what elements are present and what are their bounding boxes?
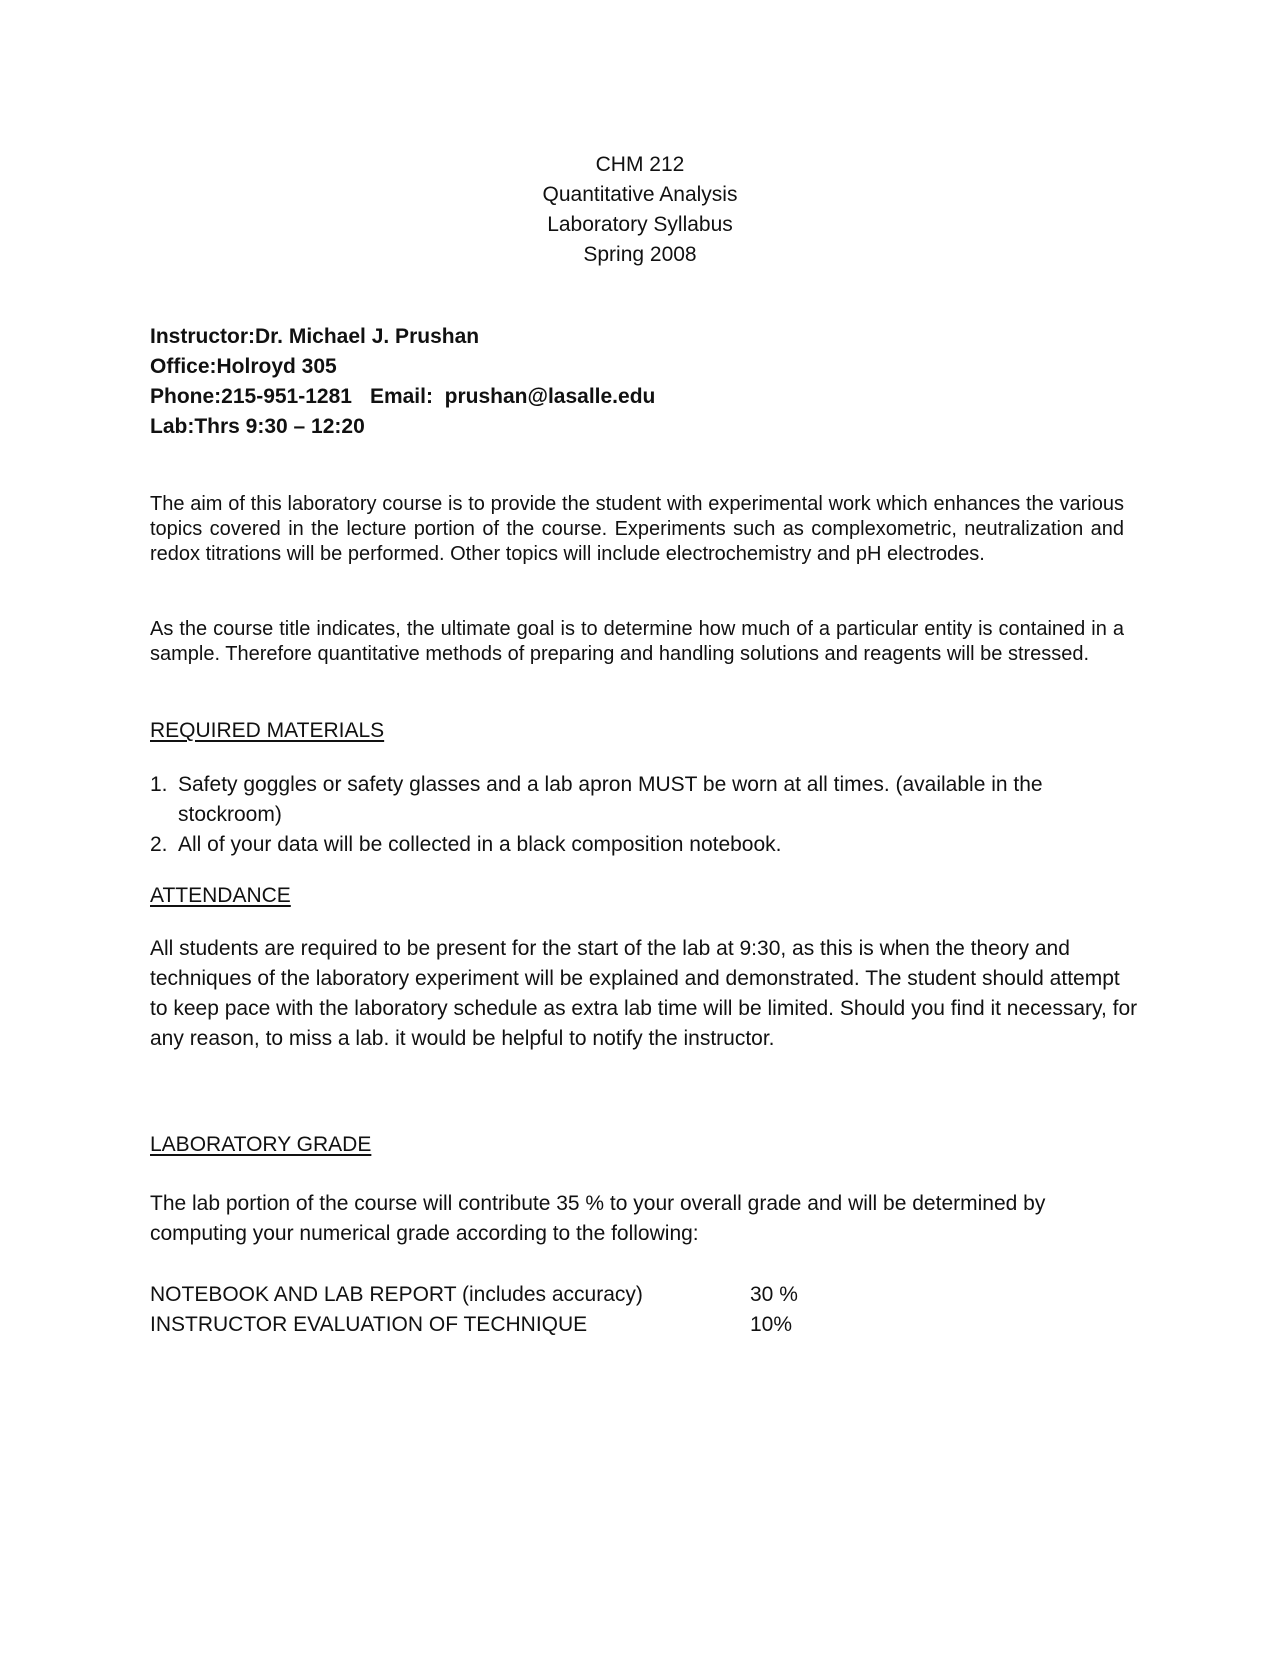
required-materials-heading: REQUIRED MATERIALS (150, 719, 385, 742)
attendance-paragraph: All students are required to be present for the start of the lab at 9:30, as this is when the theory and techniques of the laboratory experiment will be explained and demonstrated. The student should attempt to keep pace with the laboratory schedule as extra lab time will be limited. Should you find it necessary, for any reason, to miss a lab. it would be helpful to notify the instructor. (150, 937, 1138, 1050)
grade-weight: 30 % (750, 1283, 798, 1306)
list-number: 2. (150, 833, 168, 856)
office-line: Office:Holroyd 305 (150, 355, 337, 378)
course-name: Quantitative Analysis (542, 183, 738, 206)
term: Spring 2008 (583, 243, 697, 266)
email-text: Email: prushan@lasalle.edu (369, 385, 656, 408)
document-title: Laboratory Syllabus (547, 213, 733, 236)
laboratory-grade-heading: LABORATORY GRADE (150, 1133, 372, 1156)
title-block (0, 150, 1280, 270)
materials-list (150, 770, 1110, 860)
list-item (150, 830, 1110, 860)
list-item (150, 770, 1110, 830)
lab-time-line: Lab:Thrs 9:30 – 12:20 (150, 415, 365, 438)
grade-component: INSTRUCTOR EVALUATION OF TECHNIQUE (150, 1313, 588, 1336)
list-number: 1. (150, 773, 168, 796)
list-item-text: Safety goggles or safety glasses and a lab apron MUST be worn at all times. (available in the stockroom) (178, 773, 1043, 826)
intro-paragraph-goal: As the course title indicates, the ultimate goal is to determine how much of a particular entity is contained in a sample. Therefore quantitative methods of preparing and handling solutions and reagents will be stressed. (150, 618, 1124, 665)
grade-row (150, 1310, 850, 1340)
grade-weight: 10% (750, 1313, 793, 1336)
list-item-text: All of your data will be collected in a black composition notebook. (178, 833, 782, 856)
attendance-heading: ATTENDANCE (150, 884, 291, 907)
grade-row (150, 1280, 850, 1310)
intro-paragraph-aim: The aim of this laboratory course is to provide the student with experimental work which enhances the various topics covered in the lecture portion of the course. Experiments such as complexometric, neutralization and redox titrations will be performed. Other topics will include electrochemistry and pH electrodes. (150, 493, 1124, 565)
grade-paragraph: The lab portion of the course will contribute 35 % to your overall grade and will be determined by computing your numerical grade according to the following: (150, 1192, 1046, 1245)
contact-line (150, 382, 655, 412)
instructor-line: Instructor:Dr. Michael J. Prushan (150, 325, 480, 348)
phone-text: Phone:215-951-1281 (150, 385, 352, 408)
course-code: CHM 212 (595, 153, 685, 176)
grade-component: NOTEBOOK AND LAB REPORT (includes accuracy) (150, 1283, 643, 1306)
grade-breakdown (150, 1280, 850, 1340)
instructor-info (150, 322, 655, 442)
